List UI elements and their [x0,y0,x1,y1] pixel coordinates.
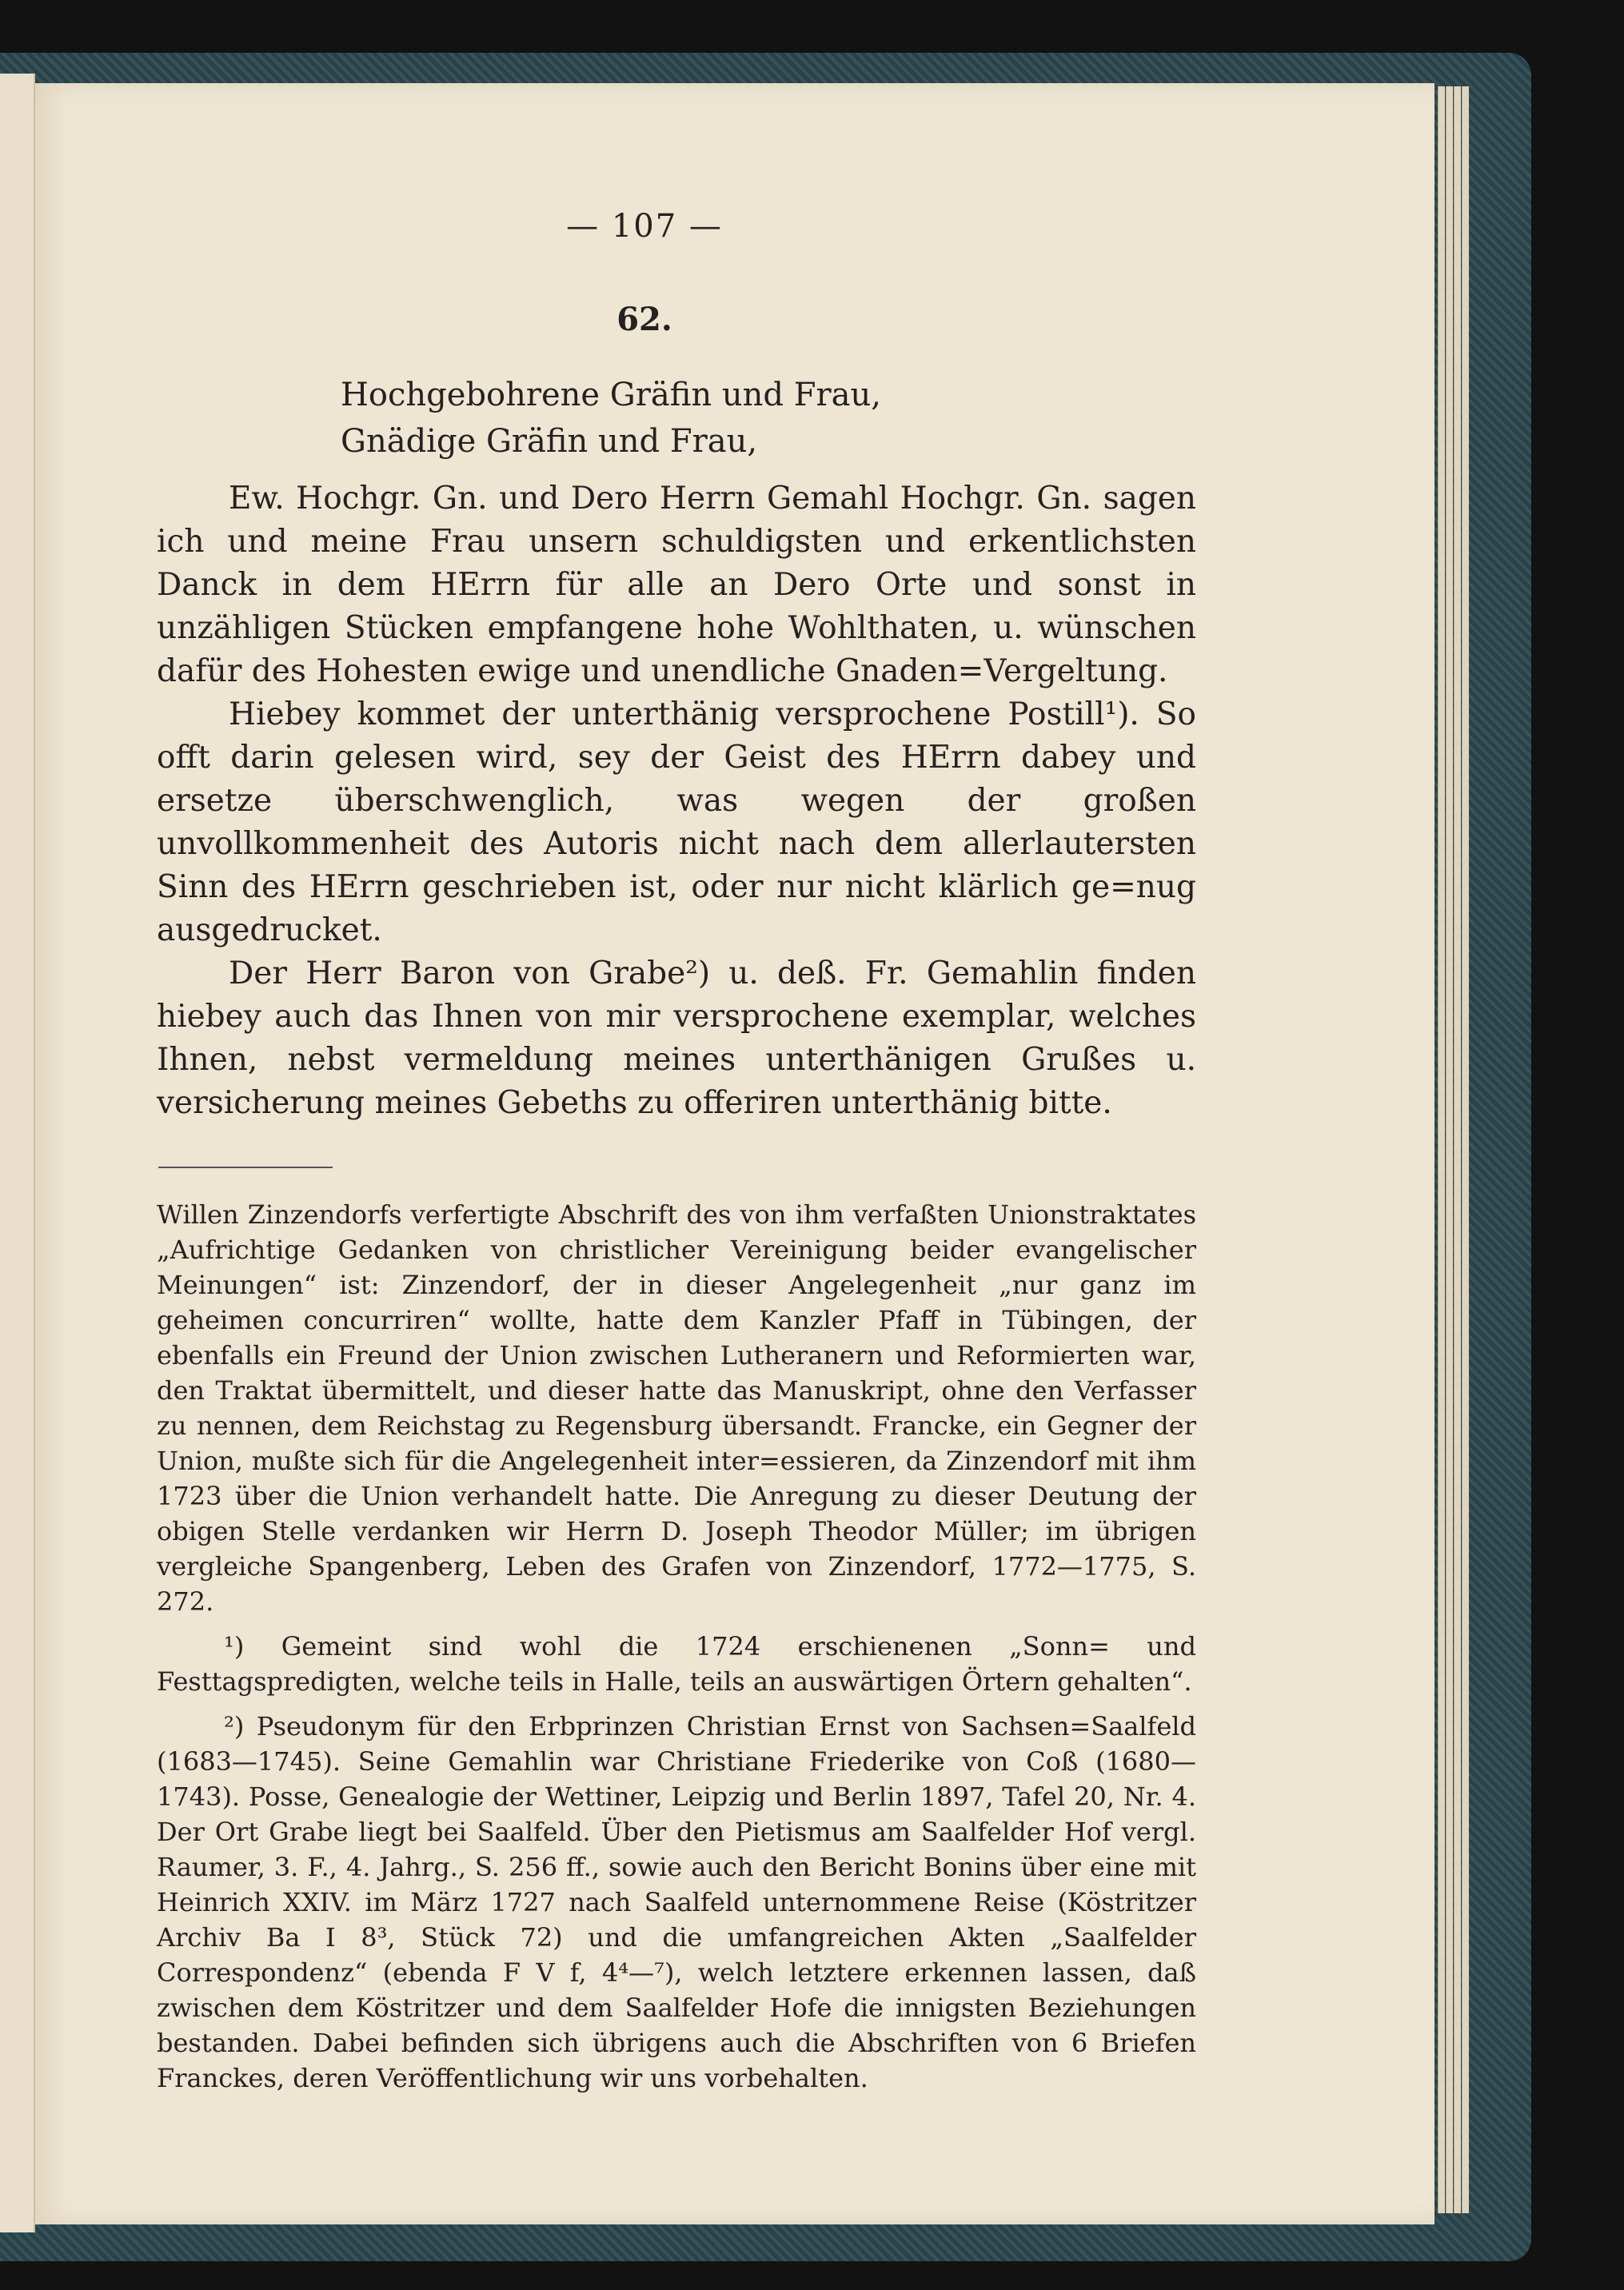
left-page-edge [0,74,35,2232]
page-edge [1454,86,1461,2213]
footnote-1: ¹) Gemeint sind wohl die 1724 erschienenen „Sonn= und Festtagspredigten, welche teils in Halle, teils an auswärtigen Örtern gehalten“. [157,1631,1196,1697]
page-edge [1446,86,1453,2213]
body-paragraph: Der Herr Baron von Grabe²) u. deß. Fr. Gemahlin finden hiebey auch das Ihnen von mir versprochene exemplar, welches Ihnen, nebst vermeldung meines unterthänigen Grußes u. versicherung meines Gebeths zu offeriren unterthänig bitte. [157,955,1196,1121]
footnote-rule [158,1167,333,1168]
page-number: — 107 — [566,208,723,245]
page-edge [1462,86,1469,2213]
letter-number: 62. [616,301,672,338]
body-paragraph: Ew. Hochgr. Gn. und Dero Herrn Gemahl Hochgr. Gn. sagen ich und meine Frau unsern schuldigsten und erkentlichsten Danck in dem HErrn für alle an Dero Orte und sonst in unzähligen Stücken empfangene hohe Wohlthaten, u. wünschen dafür des Hohesten ewige und unendliche Gnaden=Vergeltung. [157,481,1196,689]
body-paragraph: Hiebey kommet der unterthänig versprochene Postill¹). So offt darin gelesen wird, sey der Geist des HErrn dabey und ersetze überschwenglich, was wegen der großen unvollkommenheit des Autoris nicht nach dem allerlautersten Sinn des HErrn geschrieben ist, oder nur nicht klärlich ge=nug ausgedrucket. [157,696,1196,948]
page-edge [1438,86,1445,2213]
salutation-line: Gnädige Gräfin und Frau, [341,423,758,460]
salutation-line: Hochgebohrene Gräfin und Frau, [341,377,881,413]
footnote-continued: Willen Zinzendorfs verfertigte Abschrift des von ihm verfaßten Unionstraktates „Aufrichtige Gedanken von christlicher Vereinigung beider evangelischer Meinungen“ ist: Zinzendorf, der in dieser Angelegenheit „nur ganz im geheimen concurriren“ wollte, hatte dem Kanzler Pfaff in Tübingen, der ebenfalls ein Freund der Union zwischen Lutheranern und Reformierten war, den Traktat übermittelt, und dieser hatte das Manuskript, ohne den Verfasser zu nennen, dem Reichstag zu Regensburg übersandt. Francke, ein Gegner der Union, mußte sich für die Angelegenheit inter=essieren, da Zinzendorf mit ihm 1723 über die Union verhandelt hatte. Die Anregung zu dieser Deutung der obigen Stelle verdanken wir Herrn D. Joseph Theodor Müller; im übrigen vergleiche Spangenberg, Leben des Grafen von Zinzendorf, 1772—1775, S. 272. [157,1199,1196,1617]
page-text [157,208,1196,2096]
footnote-2: ²) Pseudonym für den Erbprinzen Christian Ernst von Sachsen=Saalfeld (1683—1745). Seine Gemahlin war Christiane Friederike von Coß (1680—1743). Posse, Genealogie der Wettiner, Leipzig und Berlin 1897, Tafel 20, Nr. 4. Der Ort Grabe liegt bei Saalfeld. Über den Pietismus am Saalfelder Hof vergl. Raumer, 3. F., 4. Jahrg., S. 256 ff., sowie auch den Bericht Bonins über eine mit Heinrich XXIV. im März 1727 nach Saalfeld unternommene Reise (Köstritzer Archiv Ba I 8³, Stück 72) und die umfangreichen Akten „Saalfelder Correspondenz“ (ebenda F V f, 4⁴—⁷), welch letztere erkennen lassen, daß zwischen dem Köstritzer und dem Saalfelder Hofe die innigsten Beziehungen bestanden. Dabei befinden sich übrigens auch die Abschriften von 6 Briefen Franckes, deren Veröffentlichung wir uns vorbehalten. [157,1711,1196,2093]
